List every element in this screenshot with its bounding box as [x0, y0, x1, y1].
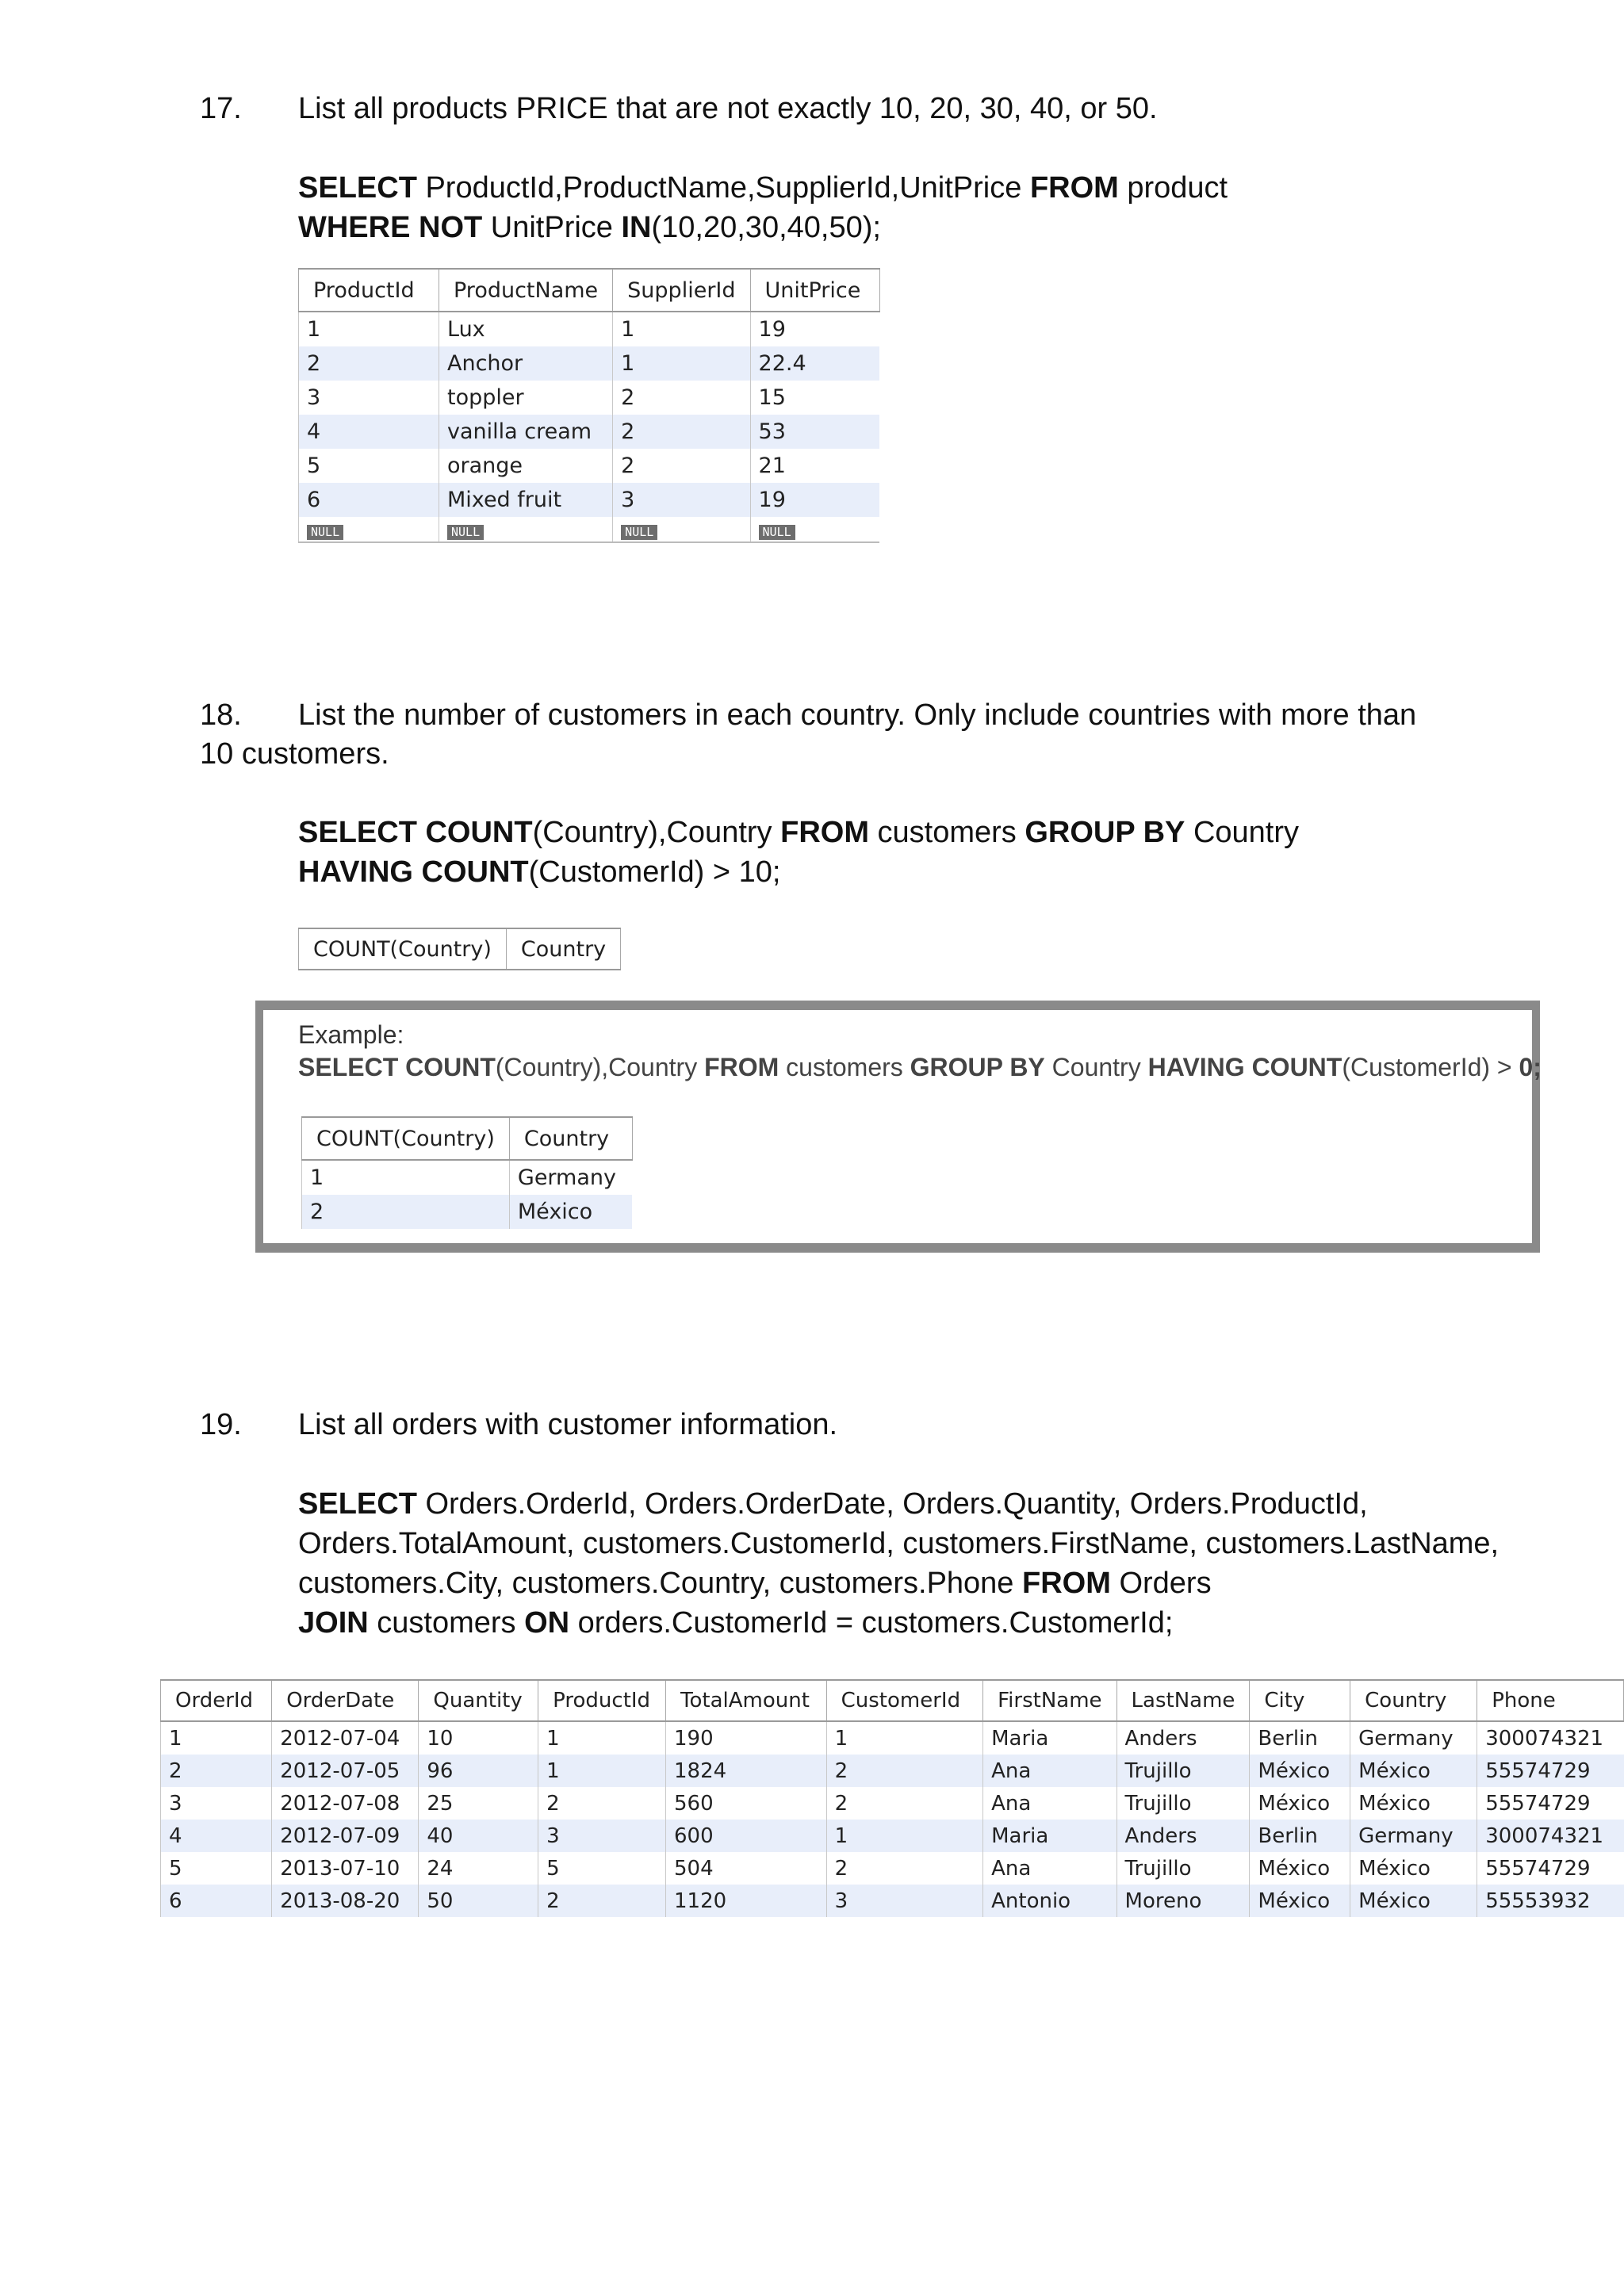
column-header[interactable]: UnitPrice	[750, 269, 879, 312]
q18-result-table	[298, 928, 621, 970]
table-cell: 2012-07-08	[272, 1787, 419, 1820]
table-cell: 3	[538, 1820, 666, 1852]
table-cell: 40	[419, 1820, 538, 1852]
table-cell: 300074321	[1477, 1820, 1624, 1852]
q18-question-line2: 10 customers.	[200, 737, 389, 771]
table-cell: 1	[613, 346, 750, 381]
table-cell: 300074321	[1477, 1721, 1624, 1755]
column-header[interactable]: COUNT(Country)	[302, 1117, 510, 1160]
table-cell: 2012-07-04	[272, 1721, 419, 1755]
table-cell: 2	[538, 1787, 666, 1820]
table-cell: toppler	[439, 381, 613, 415]
table-cell: 1	[826, 1820, 983, 1852]
table-row[interactable]	[299, 415, 880, 449]
column-header[interactable]: TotalAmount	[666, 1680, 827, 1721]
table-cell: México	[1250, 1755, 1350, 1787]
q18-question-line1: List the number of customers in each country. Only include countries with more than	[298, 698, 1417, 732]
column-header[interactable]: COUNT(Country)	[299, 928, 507, 970]
column-header[interactable]: CustomerId	[826, 1680, 983, 1721]
q19-sql-line4: JOIN customers ON orders.CustomerId = customers.CustomerId;	[298, 1606, 1174, 1640]
q17-result-table	[298, 268, 880, 543]
table-cell: 55574729	[1477, 1787, 1624, 1820]
table-cell: 6	[161, 1885, 272, 1917]
table-row[interactable]	[161, 1787, 1624, 1820]
table-cell: orange	[439, 449, 613, 483]
table-cell: Anders	[1116, 1820, 1250, 1852]
table-cell: 2012-07-05	[272, 1755, 419, 1787]
column-header[interactable]: OrderDate	[272, 1680, 419, 1721]
table-cell: 190	[666, 1721, 827, 1755]
table-cell: México	[509, 1195, 632, 1229]
table-cell: 25	[419, 1787, 538, 1820]
table-row[interactable]	[299, 381, 880, 415]
table-cell: 1	[826, 1721, 983, 1755]
table-cell: 1	[538, 1755, 666, 1787]
null-badge: NULL	[621, 525, 657, 540]
table-cell: 1	[302, 1160, 510, 1195]
table-cell: Trujillo	[1116, 1852, 1250, 1885]
table-cell: 3	[613, 483, 750, 517]
table-cell: 50	[419, 1885, 538, 1917]
table-cell: Germany	[1350, 1721, 1477, 1755]
table-cell: vanilla cream	[439, 415, 613, 449]
column-header[interactable]: FirstName	[983, 1680, 1116, 1721]
table-row[interactable]	[161, 1820, 1624, 1852]
table-row[interactable]	[161, 1852, 1624, 1885]
table-row[interactable]	[299, 312, 880, 346]
table-cell: 55553932	[1477, 1885, 1624, 1917]
table-row[interactable]	[302, 1195, 633, 1229]
q18-number: 18.	[200, 698, 242, 732]
table-row[interactable]	[161, 1721, 1624, 1755]
table-cell: 15	[750, 381, 879, 415]
table-cell: Lux	[439, 312, 613, 346]
column-header[interactable]: ProductId	[299, 269, 439, 312]
table-cell: 5	[299, 449, 439, 483]
null-row[interactable]	[299, 517, 880, 542]
example-sql: SELECT COUNT(Country),Country FROM customers GROUP BY Country HAVING COUNT(CustomerId) > 0;	[298, 1053, 1542, 1081]
q19-sql-line1: SELECT Orders.OrderId, Orders.OrderDate, Orders.Quantity, Orders.ProductId,	[298, 1487, 1368, 1521]
table-row[interactable]	[161, 1755, 1624, 1787]
table-cell: Ana	[983, 1787, 1116, 1820]
table-cell: Moreno	[1116, 1885, 1250, 1917]
table-row[interactable]	[299, 346, 880, 381]
table-cell: 1	[613, 312, 750, 346]
table-cell: 5	[161, 1852, 272, 1885]
table-cell: 4	[299, 415, 439, 449]
table-cell: 2	[161, 1755, 272, 1787]
table-row[interactable]	[161, 1885, 1624, 1917]
column-header[interactable]: ProductName	[439, 269, 613, 312]
table-cell: 2012-07-09	[272, 1820, 419, 1852]
null-badge: NULL	[447, 525, 484, 540]
q19-result-table	[160, 1679, 1624, 1917]
q18-sql-line2: HAVING COUNT(CustomerId) > 10;	[298, 855, 781, 889]
null-badge: NULL	[307, 525, 343, 540]
column-header[interactable]: ProductId	[538, 1680, 666, 1721]
table-cell: México	[1350, 1755, 1477, 1787]
column-header[interactable]: OrderId	[161, 1680, 272, 1721]
table-cell: Trujillo	[1116, 1755, 1250, 1787]
table-cell: 1	[538, 1721, 666, 1755]
q17-question: List all products PRICE that are not exactly 10, 20, 30, 40, or 50.	[298, 92, 1158, 125]
column-header[interactable]: Phone	[1477, 1680, 1624, 1721]
table-cell: Berlin	[1250, 1721, 1350, 1755]
table-cell: 2	[826, 1787, 983, 1820]
table-row[interactable]	[302, 1160, 633, 1195]
q19-question: List all orders with customer information.	[298, 1408, 838, 1441]
table-cell: Mixed fruit	[439, 483, 613, 517]
column-header[interactable]: LastName	[1116, 1680, 1250, 1721]
table-cell: 3	[299, 381, 439, 415]
q17-number: 17.	[200, 92, 242, 125]
table-cell: 24	[419, 1852, 538, 1885]
table-cell: 96	[419, 1755, 538, 1787]
table-row[interactable]	[299, 483, 880, 517]
table-cell: Anchor	[439, 346, 613, 381]
table-cell: 504	[666, 1852, 827, 1885]
table-cell: 55574729	[1477, 1755, 1624, 1787]
table-cell: 2	[299, 346, 439, 381]
table-cell: 4	[161, 1820, 272, 1852]
table-cell: 2	[826, 1852, 983, 1885]
table-cell: México	[1350, 1852, 1477, 1885]
column-header[interactable]: SupplierId	[613, 269, 750, 312]
table-row[interactable]	[299, 449, 880, 483]
table-cell: México	[1350, 1787, 1477, 1820]
table-cell: 2	[302, 1195, 510, 1229]
table-cell: México	[1250, 1852, 1350, 1885]
table-cell: Antonio	[983, 1885, 1116, 1917]
table-cell: 2	[613, 415, 750, 449]
table-cell: México	[1250, 1885, 1350, 1917]
table-cell: 55574729	[1477, 1852, 1624, 1885]
table-cell: 5	[538, 1852, 666, 1885]
column-header[interactable]: Quantity	[419, 1680, 538, 1721]
q19-sql-line3: customers.City, customers.Country, customers.Phone FROM Orders	[298, 1567, 1212, 1600]
table-cell: 2013-08-20	[272, 1885, 419, 1917]
table-cell: 600	[666, 1820, 827, 1852]
table-cell: 1120	[666, 1885, 827, 1917]
q17-sql-line2: WHERE NOT UnitPrice IN(10,20,30,40,50);	[298, 211, 881, 244]
table-cell: 2	[826, 1755, 983, 1787]
example-label: Example:	[298, 1020, 404, 1049]
q18-sql-line1: SELECT COUNT(Country),Country FROM customers GROUP BY Country	[298, 816, 1300, 849]
column-header[interactable]: Country	[1350, 1680, 1477, 1721]
table-cell: 10	[419, 1721, 538, 1755]
table-cell: 1824	[666, 1755, 827, 1787]
table-cell: México	[1350, 1885, 1477, 1917]
table-cell: 3	[826, 1885, 983, 1917]
table-cell: 2	[613, 381, 750, 415]
table-cell: Maria	[983, 1820, 1116, 1852]
table-cell: 19	[750, 483, 879, 517]
table-cell: 1	[161, 1721, 272, 1755]
null-badge: NULL	[759, 525, 795, 540]
table-cell: 21	[750, 449, 879, 483]
example-result-table	[301, 1116, 633, 1229]
column-header[interactable]: City	[1250, 1680, 1350, 1721]
table-cell: 560	[666, 1787, 827, 1820]
table-cell: 2013-07-10	[272, 1852, 419, 1885]
table-cell: 53	[750, 415, 879, 449]
table-cell: Germany	[509, 1160, 632, 1195]
table-cell: 22.4	[750, 346, 879, 381]
table-cell: 19	[750, 312, 879, 346]
table-cell: 2	[538, 1885, 666, 1917]
column-header[interactable]: Country	[509, 1117, 632, 1160]
table-cell: Germany	[1350, 1820, 1477, 1852]
column-header[interactable]: Country	[506, 928, 620, 970]
table-cell: Anders	[1116, 1721, 1250, 1755]
q19-number: 19.	[200, 1408, 242, 1441]
table-cell: 6	[299, 483, 439, 517]
table-cell: México	[1250, 1787, 1350, 1820]
q19-sql-line2: Orders.TotalAmount, customers.CustomerId, customers.FirstName, customers.LastName,	[298, 1527, 1500, 1560]
table-cell: 1	[299, 312, 439, 346]
table-cell: Maria	[983, 1721, 1116, 1755]
table-cell: 3	[161, 1787, 272, 1820]
table-cell: Ana	[983, 1852, 1116, 1885]
table-cell: Berlin	[1250, 1820, 1350, 1852]
q17-sql-line1: SELECT ProductId,ProductName,SupplierId,UnitPrice FROM product	[298, 171, 1228, 205]
table-cell: Ana	[983, 1755, 1116, 1787]
table-cell: 2	[613, 449, 750, 483]
table-cell: Trujillo	[1116, 1787, 1250, 1820]
